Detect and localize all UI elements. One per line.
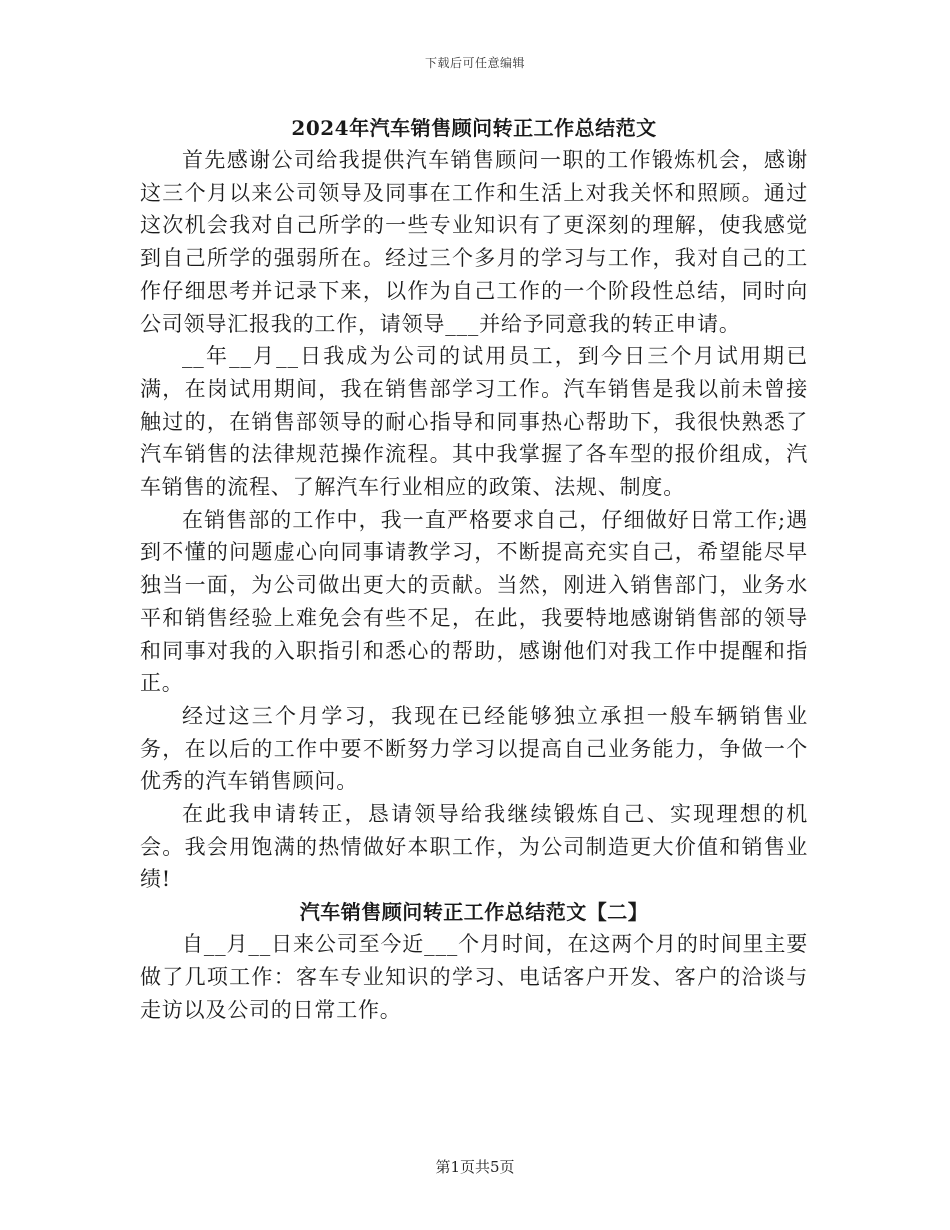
header-note: 下载后可任意编辑: [424, 56, 525, 70]
page-number: 第1页共5页: [435, 1158, 515, 1176]
section-subtitle: 汽车销售顾问转正工作总结范文【二】: [299, 900, 649, 925]
document-title: 2024年汽车销售顾问转正工作总结范文: [291, 116, 657, 140]
paragraph-1: 首先感谢公司给我提供汽车销售顾问一职的工作锻炼机会，感谢这三个月以来公司领导及同事在工作和生活上对我关怀和照顾。通过这次机会我对自己所学的一些专业知识有了更深刻的理解，使我感觉到自己所学的强弱所在。经过三个多月的学习与工作，我对自己的工作仔细思考并记录下来，以作为自己工作的一个阶段性总结，同时向公司领导汇报我的工作，请领导___并给予同意我的转正申请。: [140, 148, 808, 336]
paragraph-2: __年__月__日我成为公司的试用员工，到今日三个月试用期已满，在岗试用期间，我在销售部学习工作。汽车销售是我以前未曾接触过的，在销售部领导的耐心指导和同事热心帮助下，我很快熟悉了汽车销售的法律规范操作流程。其中我掌握了各车型的报价组成，汽车销售的流程、了解汽车行业相应的政策、法规、制度。: [140, 344, 808, 500]
paragraph-4: 经过这三个月学习，我现在已经能够独立承担一般车辆销售业务，在以后的工作中要不断努力学习以提高自己业务能力，争做一个优秀的汽车销售顾问。: [140, 703, 808, 794]
paragraph-3: 在销售部的工作中，我一直严格要求自己，仔细做好日常工作;遇到不懂的问题虚心向同事请教学习，不断提高充实自己，希望能尽早独当一面，为公司做出更大的贡献。当然，刚进入销售部门，业务水平和销售经验上难免会有些不足，在此，我要特地感谢销售部的领导和同事对我的入职指引和悉心的帮助，感谢他们对我工作中提醒和指正。: [140, 507, 808, 696]
paragraph-5: 在此我申请转正，恳请领导给我继续锻炼自己、实现理想的机会。我会用饱满的热情做好本职工作，为公司制造更大价值和销售业绩!: [140, 802, 808, 892]
document-body: [140, 112, 808, 1026]
paragraph-6: 自__月__日来公司至今近___个月时间，在这两个月的时间里主要做了几项工作：客车专业知识的学习、电话客户开发、客户的洽谈与走访以及公司的日常工作。: [140, 932, 808, 1022]
